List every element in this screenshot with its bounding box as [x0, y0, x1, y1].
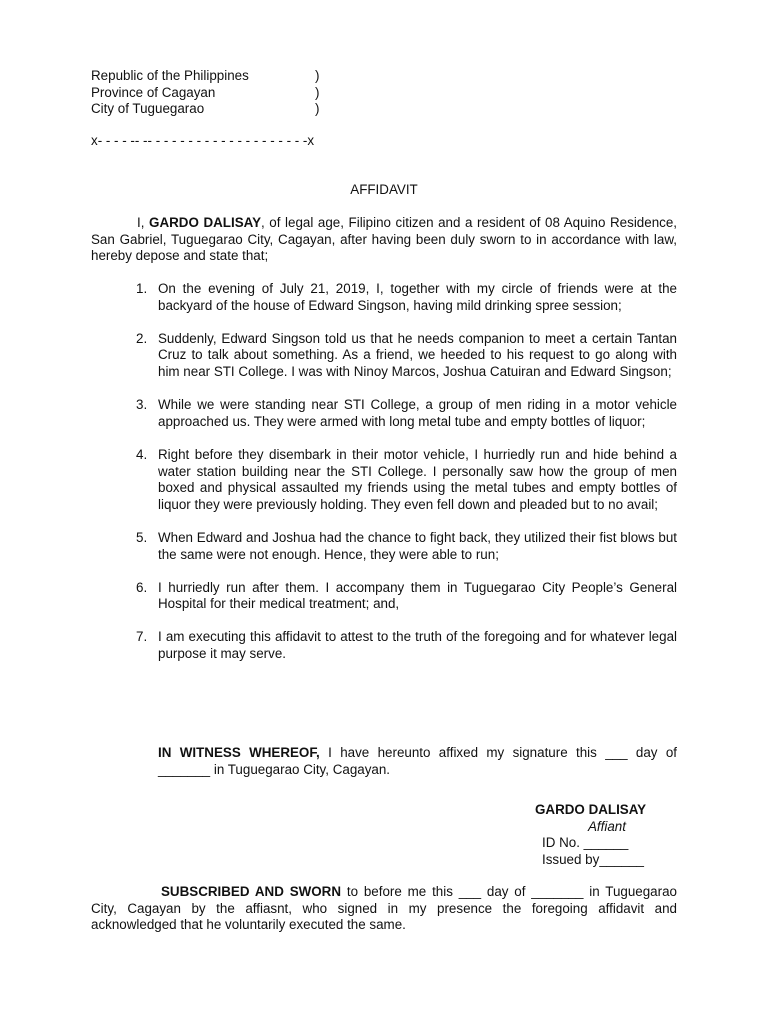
witness-paragraph: [158, 745, 677, 778]
statement-number: 4.: [136, 446, 148, 462]
statement-text: While we were standing near STI College, a group of men riding in a motor vehicle approached us. They were armed with long metal tube and empty bottles of liquor;: [158, 397, 677, 429]
venue-paren: ): [315, 101, 320, 117]
statement-item: [91, 580, 677, 613]
document-title: AFFIDAVIT: [350, 182, 418, 197]
venue-paren: ): [315, 68, 320, 83]
statement-item: [91, 447, 677, 513]
separator-line: x- - - - -- -- - - - - - - - - - - - - - - - - - - -x: [91, 133, 315, 148]
statement-text: I am executing this affidavit to attest to the truth of the foregoing and for whatever legal purpose it may serve.: [158, 629, 677, 662]
venue-province: Province of Cagayan: [91, 84, 216, 100]
statement-text: Right before they disembark in their motor vehicle, I hurriedly run and hide behind a water station building near the STI College. I personally saw how the group of men boxed and physical assaulted my friends using the metal tubes and empty bottles of liquor they were previously holding. They even fell down and pleaded but to no avail;: [158, 446, 677, 512]
venue-paren: ): [315, 84, 320, 100]
statement-list: [91, 281, 677, 663]
venue-line-province: [91, 85, 331, 102]
jurat-text: to before me this ___ day of _______ in Tuguegarao City, Cagayan by the affiasnt, who signed in my presence the foregoing affidavit and acknowledged that he voluntarily executed the same.: [91, 884, 677, 933]
affiant-role: Affiant: [588, 818, 626, 834]
venue-country: Republic of the Philippines: [91, 68, 249, 83]
statement-number: 5.: [136, 529, 148, 545]
intro-post: , of legal age, Filipino citizen and a resident of 08 Aquino Residence, San Gabriel, Tuguegarao City, Cagayan, after having been duly sworn to in accordance with law, hereby depose and state that;: [91, 215, 677, 264]
id-number-line: ID No. ______: [542, 835, 629, 851]
venue-block: [91, 68, 331, 118]
statement-text: I hurriedly run after them. I accompany them in Tuguegarao City People’s General Hospital for their medical treatment; and,: [158, 579, 677, 612]
statement-number: 6.: [136, 579, 148, 595]
intro-paragraph: [91, 215, 677, 265]
statement-text: On the evening of July 21, 2019, I, together with my circle of friends were at the backyard of the house of Edward Singson, having mild drinking spree session;: [158, 281, 677, 313]
affiant-signature-block: [535, 802, 675, 868]
jurat-paragraph: [91, 884, 677, 934]
venue-line-city: [91, 101, 331, 118]
jurat-heading: SUBSCRIBED AND SWORN: [161, 884, 342, 899]
affiant-name-inline: GARDO DALISAY: [149, 215, 261, 230]
statement-item: [91, 281, 677, 314]
witness-text: I have hereunto affixed my signature this ___ day of _______ in Tuguegarao City, Cagayan.: [158, 745, 677, 777]
statement-number: 2.: [136, 330, 148, 346]
statement-text: Suddenly, Edward Singson told us that he needs companion to meet a certain Tantan Cruz to talk about something. As a friend, we heeded to his request to go along with him near STI College. I was with Ninoy Marcos, Joshua Catuiran and Edward Singson;: [158, 330, 677, 379]
statement-item: [91, 530, 677, 563]
intro-pre: I,: [137, 215, 150, 230]
issued-by-line: Issued by______: [542, 851, 644, 867]
statement-item: [91, 331, 677, 381]
statement-item: [91, 629, 677, 662]
statement-text: When Edward and Joshua had the chance to fight back, they utilized their fist blows but the same were not enough. Hence, they were able to run;: [158, 529, 677, 562]
witness-heading: IN WITNESS WHEREOF,: [158, 745, 320, 760]
affiant-name: GARDO DALISAY: [535, 802, 647, 817]
statement-item: [91, 397, 677, 430]
venue-line-country: [91, 68, 331, 85]
statement-number: 7.: [136, 629, 148, 645]
venue-city: City of Tuguegarao: [91, 101, 205, 117]
statement-number: 3.: [136, 397, 148, 413]
statement-number: 1.: [136, 281, 148, 296]
